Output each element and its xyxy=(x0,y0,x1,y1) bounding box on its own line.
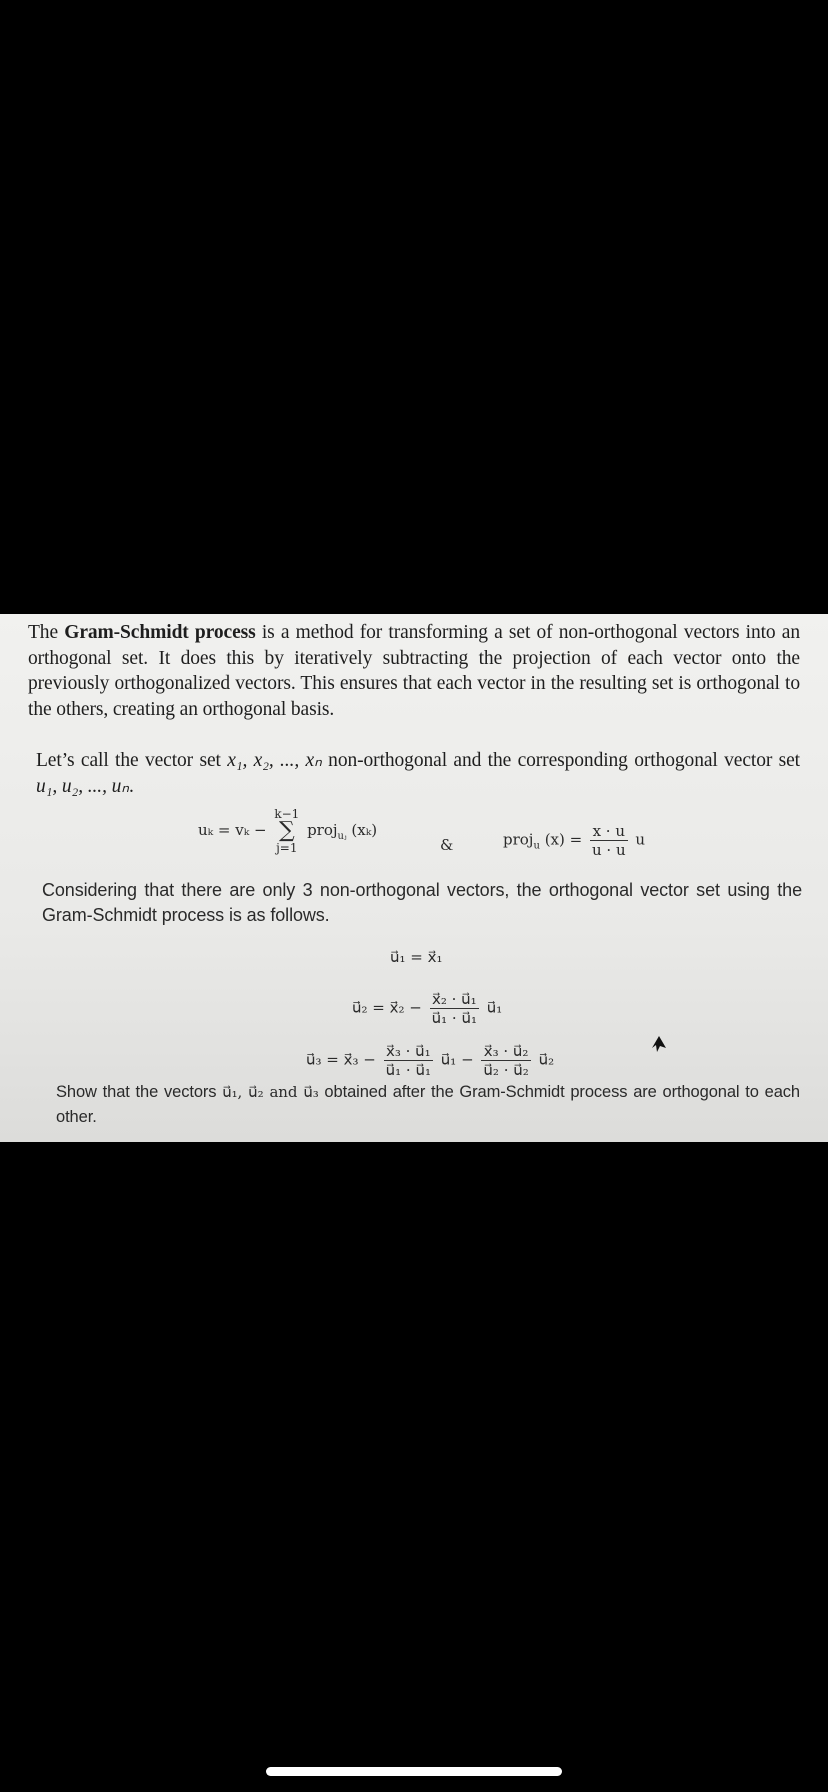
cursor-arrow-icon xyxy=(652,1036,666,1052)
x-vector-set: x₁, x₂, ..., xₙ xyxy=(227,750,322,771)
question-text-start: Show that the vectors xyxy=(56,1083,223,1101)
proj-argument: (xₖ) xyxy=(351,821,378,839)
u2-equation xyxy=(352,990,502,1027)
question-paragraph xyxy=(56,1080,800,1130)
u3-tail: u⃗₂ xyxy=(538,1050,555,1069)
proj-label-subscript: u xyxy=(533,840,540,852)
u1-equation: u⃗₁ = x⃗₁ xyxy=(390,948,443,966)
u3-lhs: u⃗₃ = x⃗₃ − xyxy=(306,1050,376,1069)
proj-subscript: uⱼ xyxy=(337,831,347,842)
proj-label: proj xyxy=(503,830,534,849)
ampersand: & xyxy=(440,836,454,854)
u3-fraction-2 xyxy=(481,1042,530,1079)
definition-text-start: Let’s call the vector set xyxy=(36,750,228,771)
summation-lower: j=1 xyxy=(276,841,298,855)
u2-denominator: u⃗₁ · u⃗₁ xyxy=(431,1009,477,1027)
summation xyxy=(274,808,299,854)
proj-term: proj xyxy=(307,821,338,839)
u3-denominator-2: u⃗₂ · u⃗₂ xyxy=(483,1061,529,1079)
u3-middle: u⃗₁ − xyxy=(440,1050,474,1069)
general-formula xyxy=(198,808,377,854)
sigma-symbol: ∑ xyxy=(278,818,295,843)
proj-lhs-argument: (x) = xyxy=(544,830,583,849)
u3-fraction-1 xyxy=(384,1042,433,1079)
u2-fraction xyxy=(430,990,479,1027)
u3-denominator-1: u⃗₁ · u⃗₁ xyxy=(385,1061,431,1079)
definition-text-mid: non-orthogonal and the corresponding orthogonal vector set xyxy=(321,750,800,771)
gram-schmidt-term: Gram-Schmidt process xyxy=(64,622,256,643)
projection-tail: u xyxy=(635,830,646,849)
u3-equation xyxy=(306,1042,554,1079)
intro-paragraph xyxy=(28,620,800,722)
u2-numerator: x⃗₂ · u⃗₁ xyxy=(430,990,479,1009)
u3-numerator-1: x⃗₃ · u⃗₁ xyxy=(384,1042,433,1061)
intro-text-rest: is a method for transforming a set of non-orthogonal vectors into an orthogonal set. It does this by iteratively subtracting the projection of each vector onto the previously orthogonalized vectors. This ensures that each vector in the resulting set is orthogonal to the others, creating an orthogonal basis. xyxy=(28,622,801,720)
u2-tail: u⃗₁ xyxy=(486,998,503,1017)
definition-text-end: . xyxy=(128,775,134,797)
u-vector-set: u₁, u₂, ..., uₙ xyxy=(36,775,129,797)
summation-upper: k−1 xyxy=(274,807,300,821)
projection-formula xyxy=(503,822,645,859)
considering-paragraph: Considering that there are only 3 non-orthogonal vectors, the orthogonal vector set using the Gram-Schmidt process is as follows. xyxy=(42,880,802,925)
u2-lhs: u⃗₂ = x⃗₂ − xyxy=(352,998,422,1017)
projection-numerator: x · u xyxy=(590,822,628,841)
question-vectors: u⃗₁, u⃗₂ and u⃗₃ xyxy=(222,1083,319,1101)
uk-lhs: uₖ = vₖ − xyxy=(198,821,267,839)
projection-fraction xyxy=(590,822,628,859)
definition-paragraph xyxy=(36,748,800,799)
u3-numerator-2: x⃗₃ · u⃗₂ xyxy=(481,1042,530,1061)
intro-text-start: The xyxy=(28,622,65,643)
projection-denominator: u · u xyxy=(591,841,626,859)
document-photo xyxy=(0,614,828,1142)
question-text-rest: obtained after the Gram-Schmidt process are orthogonal to each other. xyxy=(56,1083,800,1126)
home-indicator[interactable] xyxy=(266,1767,562,1776)
